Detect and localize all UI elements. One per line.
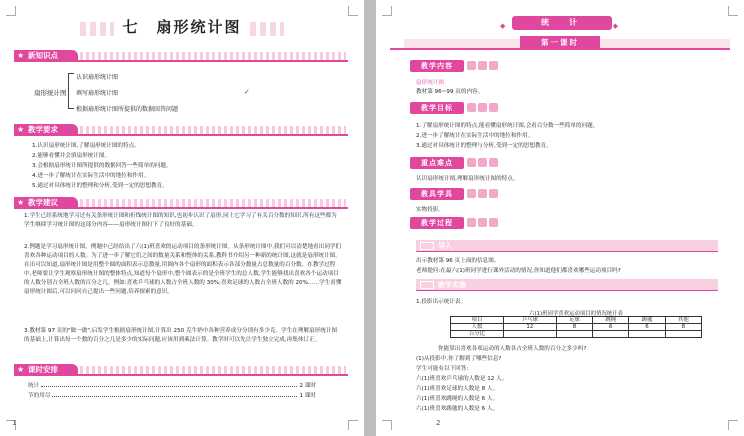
section-stripes	[80, 52, 346, 60]
crop-mark	[382, 6, 392, 16]
table-cell	[629, 331, 665, 338]
body-line: 六(1)班喜欢足球的人数是 8 人。	[416, 386, 499, 392]
heading-square	[478, 158, 487, 167]
table-header-cell: 项目	[451, 317, 504, 324]
crop-mark	[728, 420, 738, 430]
heading-square	[478, 218, 487, 227]
lesson-title: 第一课时	[520, 36, 600, 50]
section-teaching-suggestions	[14, 197, 348, 209]
tree-item: 根据扇形统计图所提供的数据回答问题	[76, 106, 179, 113]
requirement-item: 5.通过对具体统计的整理和分析,受到一定的思想教育。	[32, 183, 168, 189]
body-line: 你能算出喜欢各项运动的人数各占全班人数的百分之多少吗?	[438, 346, 587, 352]
heading-square	[467, 189, 476, 198]
goal-item: 1.了解扇形统计图的特点,能看懂扇形统计图,会看百分数一些简单的问题。	[416, 123, 599, 129]
table-cell	[665, 331, 701, 338]
body-line: (1)从投影中,你了解到了哪些信息?	[416, 356, 502, 362]
table-caption: 六(1)班同学喜欢运动项目的情况统计表	[529, 311, 623, 317]
tree-item: 填写扇形统计图	[76, 90, 119, 97]
heading-tools: 教具学具	[410, 188, 464, 200]
step-icon	[420, 242, 434, 250]
section-label: 教学要求	[28, 125, 58, 134]
heading-square	[489, 189, 498, 198]
table-header-cell: 踢毽	[629, 317, 665, 324]
crop-mark	[6, 6, 16, 16]
schedule-hours: 2 课时	[299, 383, 316, 389]
check-mark-icon: ✓	[244, 88, 250, 96]
schedule-label: 统计	[28, 383, 40, 389]
heading-process: 教学过程	[410, 217, 464, 229]
heading-square	[478, 189, 487, 198]
intro-line: 出示教材第 96 页上面的信息图。	[416, 258, 500, 264]
table-cell: 8	[665, 324, 701, 331]
page-gutter	[364, 0, 376, 436]
heading-square	[478, 61, 487, 70]
page-number: 1	[12, 419, 17, 427]
heading-square	[489, 61, 498, 70]
content-line: 教材第 96~99 页的内容。	[416, 89, 484, 95]
schedule-hours: 1 课时	[299, 393, 316, 399]
step-label: 教学实施	[438, 281, 466, 289]
heading-square	[478, 103, 487, 112]
star-icon: ★	[17, 198, 25, 207]
section-stripes	[80, 126, 346, 134]
table-cell	[593, 331, 629, 338]
tools-text: 实物投影。	[416, 207, 444, 213]
step-implementation-bar	[416, 279, 718, 291]
heading-goals: 教学目标	[410, 102, 464, 114]
crop-mark	[382, 420, 392, 430]
diamond-icon: ◆	[612, 22, 624, 30]
tree-root: 扇形统计图	[34, 89, 67, 97]
tree-item: 认识扇形统计图	[76, 74, 119, 81]
star-icon: ★	[17, 51, 25, 60]
heading-square	[467, 158, 476, 167]
suggestion-paragraph: 2.例题是学习扇形统计图。例题中已经给出了六(1)班喜欢的运动项目的条形统计图。从条形统计图中,我们可以清楚地看出同学们喜欢各种运动项目的人数。为了进一步了解它们之间的数量关系和整体的关系,教科书介绍另一种新的统计图,这就是扇形统计图。在出可以知道,扇形统计图是用整个圆的面积表示总数量,用圆内各个扇形的面积表示各部分数量占总数量的百分数。在教学过程中,老师要让学生观察扇形统计图的整体特点,知道每个扇形中,整个圆表示的是全班学生的总人数,学生能够找出喜欢各个运动项目的人数分别占全班人数的百分之几。例如:喜欢乒乓球的人数占全班人数的 30%;喜欢足球的人数占全班人数的 20%……学生看懂扇形统计图后,可以问问自己提出一些问题,培养探索的意识。	[24, 244, 342, 295]
step-intro-bar	[416, 240, 718, 252]
heading-square	[489, 218, 498, 227]
chapter-title: 七 扇形统计图	[114, 18, 249, 36]
intro-line: 老师提问:在最六(1)班同学进行课外活动的情况,你知道他们都喜欢哪些运动项目吗?	[416, 268, 621, 274]
section-label: 教学建议	[28, 198, 58, 207]
table-row	[451, 324, 702, 331]
lesson-bar	[390, 38, 730, 50]
heading-content: 教学内容	[410, 60, 464, 72]
star-icon: ★	[17, 125, 25, 134]
table-cell: 12	[503, 324, 556, 331]
schedule-row	[28, 381, 316, 389]
section-stripes	[80, 199, 346, 207]
heading-square	[467, 218, 476, 227]
section-new-knowledge	[14, 50, 348, 62]
page-1	[0, 0, 364, 436]
table-cell: 6	[593, 324, 629, 331]
step-label: 导入	[438, 242, 452, 250]
table-cell	[556, 331, 592, 338]
table-header-cell: 乒乓球	[503, 317, 556, 324]
crop-mark	[728, 6, 738, 16]
table-header-row	[451, 317, 702, 324]
table-cell: 人数	[451, 324, 504, 331]
requirement-item: 2.能够看懂并会填扇形统计图。	[32, 153, 111, 159]
stats-table	[450, 316, 702, 338]
heading-key-points: 重点难点	[410, 157, 464, 169]
section-stripes	[80, 366, 346, 374]
table-cell	[503, 331, 556, 338]
step-icon	[420, 281, 434, 289]
schedule-label: 节的用尽	[28, 393, 51, 399]
table-header-cell: 足球	[556, 317, 592, 324]
page-2	[376, 0, 744, 436]
body-line: 六(1)班喜欢踢毽的人数是 6 人。	[416, 406, 499, 412]
star-icon: ★	[17, 365, 25, 374]
requirement-item: 1.认识扇形统计图,了解扇形统计图的特点。	[32, 143, 140, 149]
suggestion-paragraph: 3.教材第 97 页的"做一做",启发学生根据扇形统计图,计算出 250 克牛奶中各种营养成分分别有多少克。学生在理解扇形统计图的基础上,计算出每一个数的百分之几是多少的实际问题,应该用到乘法计算。教学时可以先让学生独立完成,再集体订正。	[24, 328, 338, 343]
body-line: 六(1)班喜欢乒乓球的人数是 12 人。	[416, 376, 508, 382]
heading-square	[489, 103, 498, 112]
table-cell: 8	[556, 324, 592, 331]
body-line: 六(1)班喜欢跳绳的人数是 6 人。	[416, 396, 499, 402]
goal-item: 3.通过对具体统计的整理与分析,受到一定的思想教育。	[416, 143, 552, 149]
tree-brace	[68, 73, 74, 109]
page-number: 2	[436, 419, 441, 427]
crop-mark	[348, 420, 358, 430]
diamond-icon: ◆	[500, 22, 512, 30]
heading-square	[467, 103, 476, 112]
key-points-text: 认识扇形统计图,理解扇形统计图的特点。	[416, 176, 519, 182]
unit-title	[500, 16, 624, 30]
heading-square	[467, 61, 476, 70]
heading-square	[489, 158, 498, 167]
section-label: 课时安排	[28, 365, 58, 374]
goal-item: 2.进一步了解统计在实际生活中的地位和作用。	[416, 133, 534, 139]
table-header-cell: 其他	[665, 317, 701, 324]
section-class-schedule	[14, 364, 348, 376]
suggestion-paragraph: 1.学生已经系统地学习过有关条形统计图和折线统计图的知识,也初步认识了扇形,同上它学习了有关百分数的知识,所有这些都为学生继续学习统计图的这部分内容——扇形统计图打下了良好的基础。	[24, 213, 337, 228]
chapter-title-block	[0, 16, 364, 37]
body-line: 学生可能有以下回答:	[416, 366, 469, 372]
requirement-item: 4.进一步了解统计在实际生活中的地位和作用。	[32, 173, 150, 179]
section-label: 新知识点	[28, 51, 58, 60]
requirement-item: 3.会根据扇形统计图所提供的数据回答一些简单的问题。	[32, 163, 172, 169]
table-cell: 百分比	[451, 331, 504, 338]
section-teaching-requirements	[14, 124, 348, 136]
table-cell: 6	[629, 324, 665, 331]
table-row	[451, 331, 702, 338]
unit-title-text: 统 计	[541, 18, 583, 27]
schedule-row	[28, 391, 316, 399]
content-line: 扇形统计图	[416, 80, 444, 86]
table-header-cell: 跳绳	[593, 317, 629, 324]
implementation-line: 1.投影出示统计表。	[416, 299, 467, 305]
crop-mark	[348, 6, 358, 16]
